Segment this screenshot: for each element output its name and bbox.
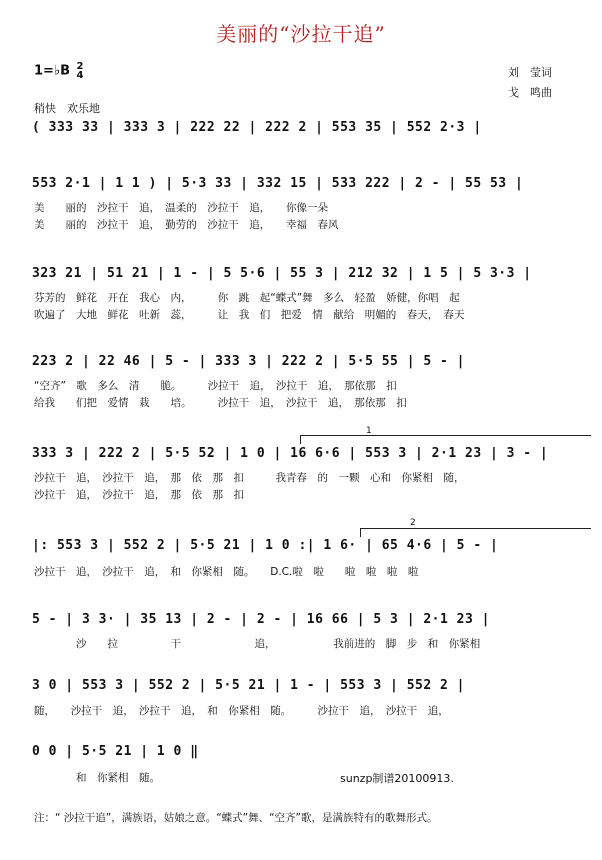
volta-number-1: 1 — [366, 426, 372, 436]
music-line-8: 3 0 | 553 3 | 552 2 | 5·5 21 | 1 - | 553 3 | 552 2 | — [32, 678, 465, 693]
lyric-line-5-verse-2: 沙拉干 追， 沙拉干 追， 那 依 那 扣 — [34, 489, 244, 501]
lyric-line-4-verse-2: 给我 们把 爱情 栽 培。 沙拉干 追， 沙拉干 追， 那依那 扣 — [34, 397, 407, 409]
music-line-7: 5 - | 3 3· | 35 13 | 2 - | 2 - | 16 66 | 5 3 | 2·1 23 | — [32, 612, 490, 627]
transcriber-signature: sunzp制谱20100913. — [340, 772, 454, 785]
key-signature — [34, 62, 83, 80]
music-line-1: ( 333 33 | 333 3 | 222 22 | 222 2 | 553 35 | 552 2·3 | — [32, 120, 482, 135]
volta-bracket-1 — [300, 435, 591, 444]
music-line-2: 553 2·1 | 1 1 ) | 5·3 33 | 332 15 | 533 222 | 2 - | 55 53 | — [32, 176, 524, 191]
time-sig-numerator: 2 — [76, 61, 84, 72]
time-signature — [77, 62, 84, 80]
lyric-line-8: 随， 沙拉干 追， 沙拉干 追， 和 你紧相 随。 沙拉干 追， 沙拉干 追， — [34, 705, 449, 717]
key-label: 1=♭B — [34, 63, 70, 79]
lyric-line-2-verse-2: 美 丽的 沙拉干 追， 勤劳的 沙拉干 追， 幸福 春风 — [34, 219, 339, 231]
music-line-4: 223 2 | 22 46 | 5 - | 333 3 | 222 2 | 5·5 55 | 5 - | — [32, 354, 465, 369]
lyricist-credit: 刘 莹词 — [508, 66, 552, 79]
volta-number-2: 2 — [410, 518, 416, 528]
lyric-line-3-verse-1: 芬芳的 鲜花 开在 我心 内， 你 跳 起“蝶式”舞 多么 轻盈 娇健，你唱 起 — [34, 292, 460, 304]
music-line-9: 0 0 | 5·5 21 | 1 0 ‖ — [32, 744, 199, 759]
volta-bracket-2 — [360, 528, 591, 537]
music-line-6: |: 553 3 | 552 2 | 5·5 21 | 1 0 :| 1 6· | 65 4·6 | 5 - | — [32, 538, 499, 553]
lyric-line-5-verse-1: 沙拉干 追， 沙拉干 追， 那 依 那 扣 我青春 的 一颗 心和 你紧相 随， — [34, 472, 465, 484]
lyric-line-3-verse-2: 吹遍了 大地 鲜花 吐新 蕊， 让 我 们 把爱 情 献给 明媚的 春天， 春天 — [34, 309, 465, 321]
lyric-line-6: 沙拉干 追， 沙拉干 追， 和 你紧相 随。 D.C.啦 啦 啦 啦 啦 啦 — [34, 566, 419, 578]
music-line-5: 333 3 | 222 2 | 5·5 52 | 1 0 | 16 6·6 | 553 3 | 2·1 23 | 3 - | — [32, 446, 549, 461]
page-title: 美丽的“沙拉干追” — [216, 22, 386, 46]
lyric-line-4-verse-1: “空齐” 歌 多么 清 脆。 沙拉干 追， 沙拉干 追， 那依那 扣 — [34, 380, 397, 392]
footnote: 注：“ 沙拉干追”，满族语，姑娘之意。“蝶式”舞、“空齐”歌，是满族特有的歌舞形式。 — [34, 812, 438, 824]
composer-credit: 戈 鸣曲 — [508, 86, 552, 99]
lyric-line-2-verse-1: 美 丽的 沙拉干 追， 温柔的 沙拉干 追， 你像一朵 — [34, 202, 328, 214]
lyric-line-9: 和 你紧相 随。 — [34, 772, 160, 784]
time-sig-denominator: 4 — [76, 70, 84, 81]
tempo-marking: 稍快 欢乐地 — [34, 102, 100, 115]
lyric-line-7: 沙 拉 干 追， 我前进的 脚 步 和 你紧相 — [34, 638, 481, 650]
music-line-3: 323 21 | 51 21 | 1 - | 5 5·6 | 55 3 | 212 32 | 1 5 | 5 3·3 | — [32, 266, 532, 281]
